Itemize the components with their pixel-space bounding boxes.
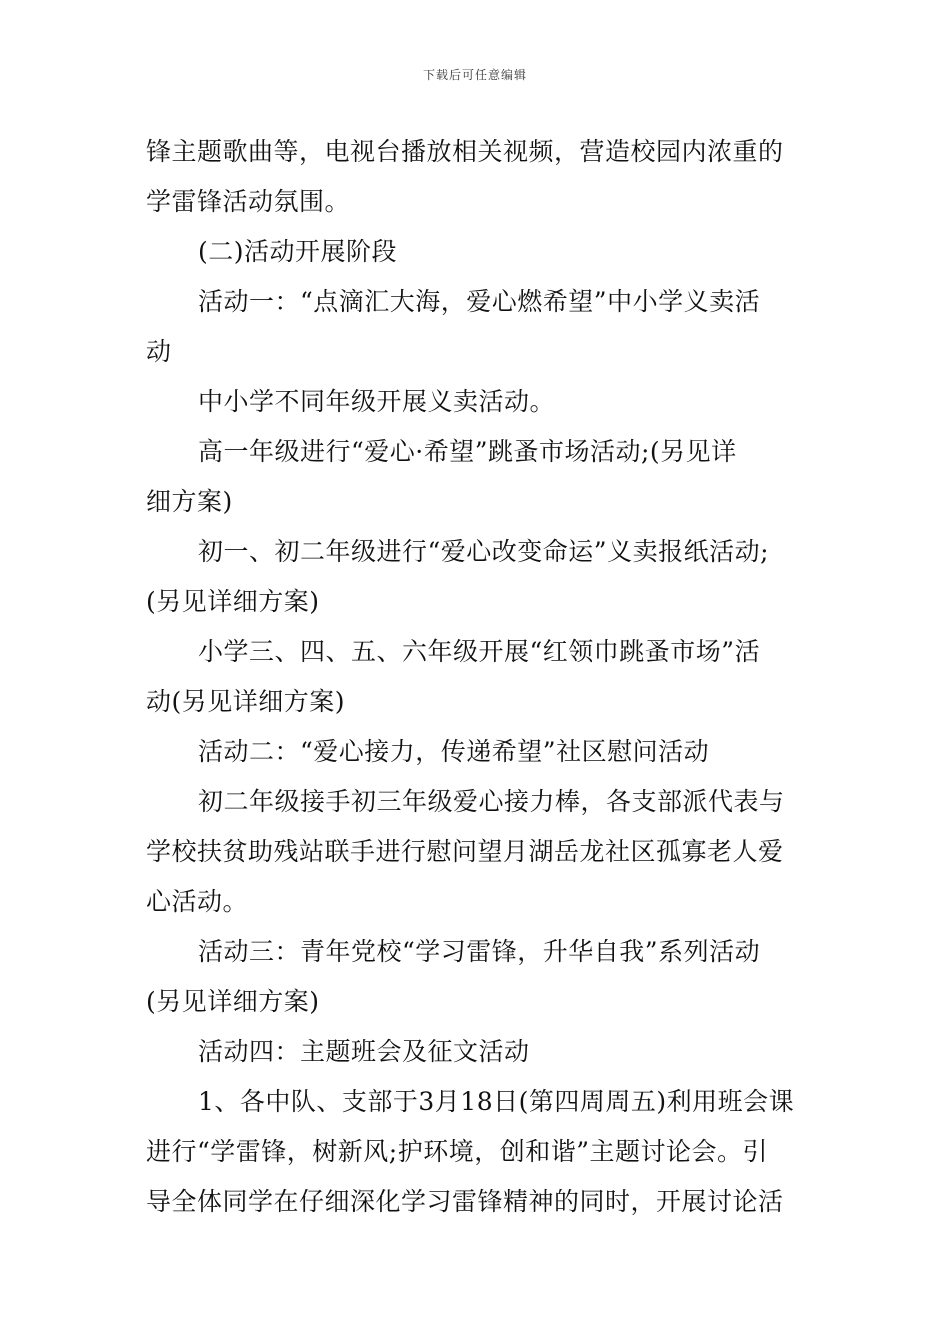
page-header-watermark: 下载后可任意编辑 [422, 68, 527, 82]
document-body [146, 127, 806, 1227]
paragraph-line: 初二年级接手初三年级爱心接力棒，各支部派代表与 [198, 787, 785, 816]
text-line: (另见详细方案) [146, 987, 320, 1016]
text-line: 导全体同学在仔细深化学习雷锋精神的同时，开展讨论活 [146, 1187, 784, 1216]
text-line: 动 [146, 337, 172, 366]
text-line: 学雷锋活动氛围。 [146, 187, 351, 216]
text-line: (另见详细方案) [146, 587, 320, 616]
activity-heading: 活动二：“爱心接力，传递希望”社区慰问活动 [198, 737, 710, 766]
text-line: 心活动。 [146, 887, 249, 916]
paragraph-line: 1、各中队、支部于3月18日(第四周周五)利用班会课 [198, 1087, 795, 1116]
text-line: 细方案) [146, 487, 233, 516]
activity-heading: 活动三：青年党校“学习雷锋，升华自我”系列活动 [198, 937, 761, 966]
section-heading: (二)活动开展阶段 [198, 237, 398, 266]
paragraph-line: 初一、初二年级进行“爱心改变命运”义卖报纸活动; [198, 537, 769, 566]
paragraph-line: 小学三、四、五、六年级开展“红领巾跳蚤市场”活 [198, 637, 761, 666]
text-line: 动(另见详细方案) [146, 687, 346, 716]
text-line: 锋主题歌曲等，电视台播放相关视频，营造校园内浓重的 [146, 137, 784, 166]
activity-heading: 活动四：主题班会及征文活动 [198, 1037, 530, 1066]
paragraph-line: 中小学不同年级开展义卖活动。 [198, 387, 556, 416]
text-line: 学校扶贫助残站联手进行慰问望月湖岳龙社区孤寡老人爱 [146, 837, 784, 866]
paragraph-line: 高一年级进行“爱心·希望”跳蚤市场活动;(另见详 [198, 437, 737, 466]
activity-heading: 活动一：“点滴汇大海，爱心燃希望”中小学义卖活 [198, 287, 761, 316]
text-line: 进行“学雷锋，树新风;护环境，创和谐”主题讨论会。引 [146, 1137, 768, 1166]
